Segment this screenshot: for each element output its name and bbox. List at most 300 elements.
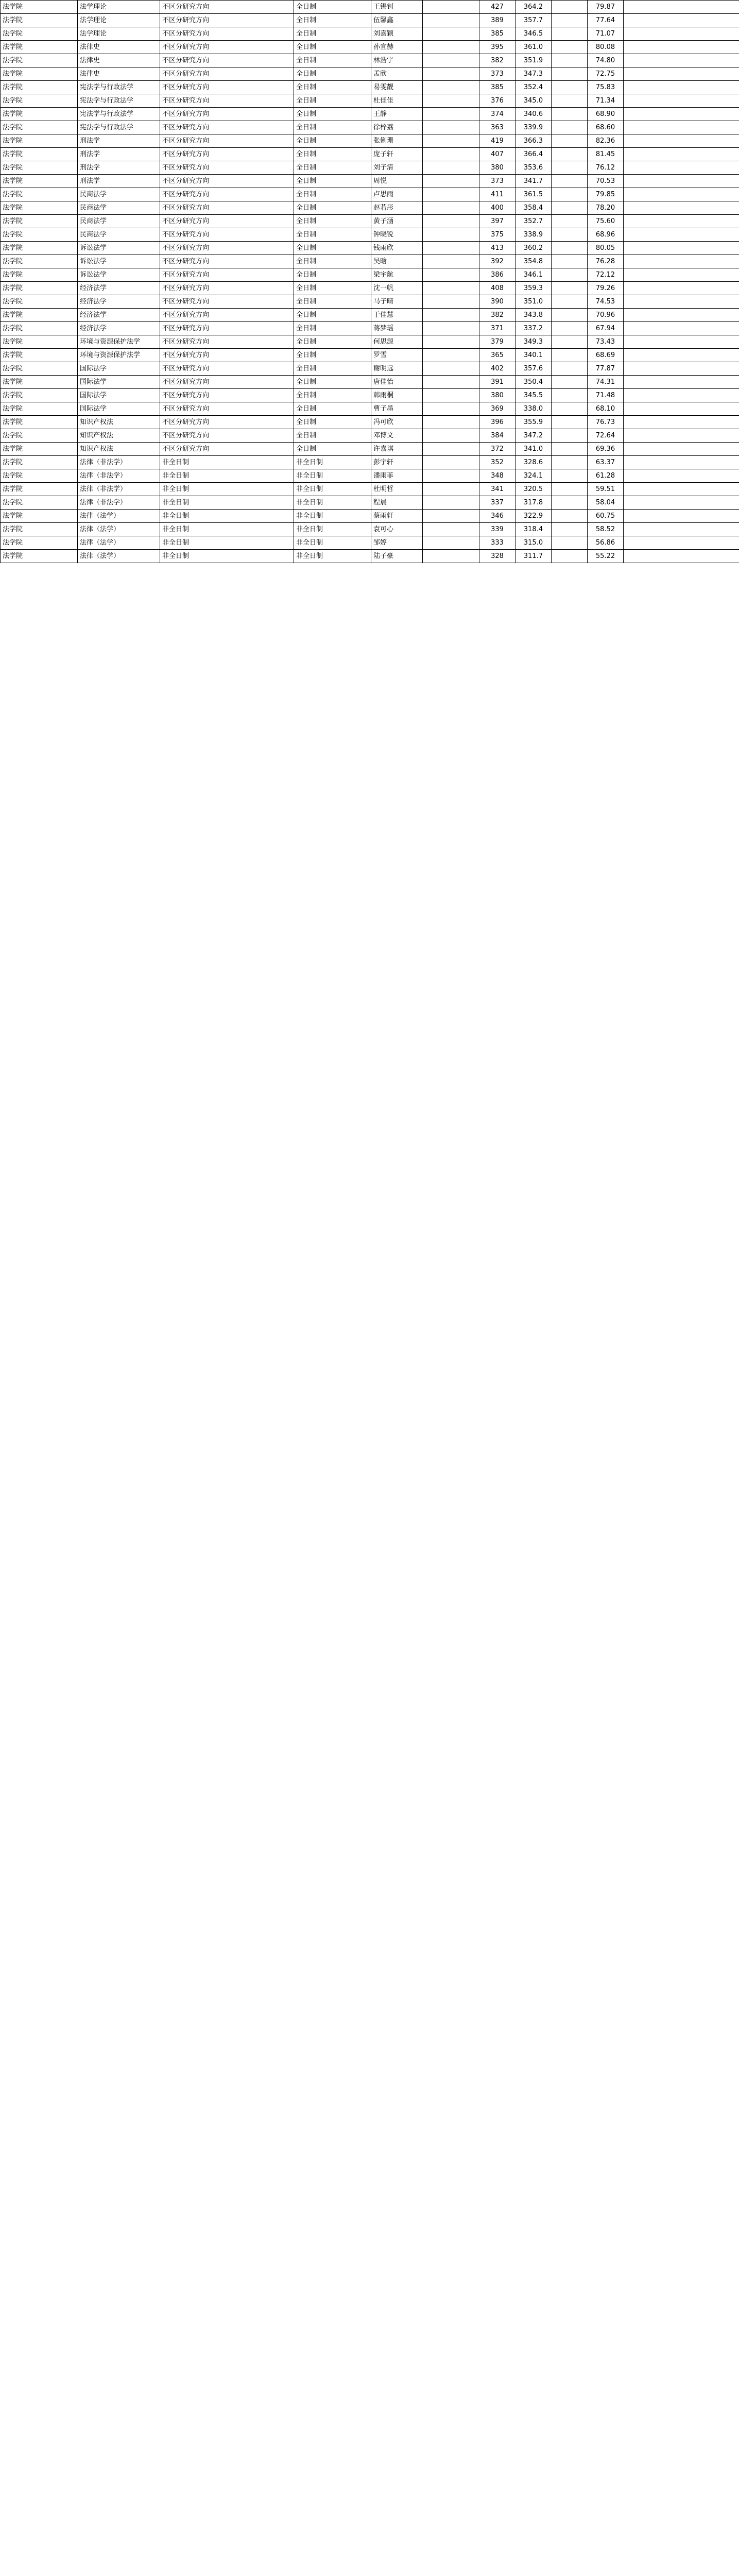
blank-cell <box>423 456 479 469</box>
direction-cell: 不区分研究方向 <box>160 268 294 282</box>
direction-cell: 不区分研究方向 <box>160 255 294 268</box>
initial-score-cell: 337 <box>479 496 515 510</box>
initial-score-cell: 374 <box>479 108 515 121</box>
blank-cell <box>423 14 479 27</box>
major-cell: 民商法学 <box>78 215 160 228</box>
total-score-cell: 68.10 <box>588 402 624 416</box>
remark-cell <box>624 268 739 282</box>
total-score-cell: 75.83 <box>588 81 624 94</box>
total-score-cell: 76.28 <box>588 255 624 268</box>
total-score-cell: 80.05 <box>588 242 624 255</box>
total-score-cell: 72.12 <box>588 268 624 282</box>
major-cell: 经济法学 <box>78 309 160 322</box>
study-mode-cell: 全日制 <box>294 389 371 402</box>
blank-cell <box>423 295 479 309</box>
total-score-cell: 58.52 <box>588 523 624 536</box>
table-row <box>1 322 739 335</box>
direction-cell: 非全日制 <box>160 523 294 536</box>
name-cell: 袁可心 <box>371 523 423 536</box>
study-mode-cell: 全日制 <box>294 175 371 188</box>
remark-cell <box>624 443 739 456</box>
total-score-cell: 77.64 <box>588 14 624 27</box>
initial-score-cell: 348 <box>479 469 515 483</box>
blank-cell <box>423 429 479 443</box>
major-cell: 诉讼法学 <box>78 255 160 268</box>
retest-score-cell: 358.4 <box>515 201 552 215</box>
direction-cell: 不区分研究方向 <box>160 349 294 362</box>
direction-cell: 非全日制 <box>160 496 294 510</box>
college-cell: 法学院 <box>1 41 78 54</box>
name-cell: 于佳慧 <box>371 309 423 322</box>
direction-cell: 不区分研究方向 <box>160 443 294 456</box>
college-cell: 法学院 <box>1 416 78 429</box>
name-cell: 冯可欣 <box>371 416 423 429</box>
name-cell: 庞子轩 <box>371 148 423 161</box>
retest-score-cell: 328.6 <box>515 456 552 469</box>
blank-cell <box>423 54 479 67</box>
total-score-cell: 76.73 <box>588 416 624 429</box>
table-row <box>1 94 739 108</box>
table-row <box>1 242 739 255</box>
name-cell: 赵若彤 <box>371 201 423 215</box>
name-cell: 马子晴 <box>371 295 423 309</box>
study-mode-cell: 全日制 <box>294 14 371 27</box>
extra-cell <box>552 469 588 483</box>
total-score-cell: 76.12 <box>588 161 624 175</box>
major-cell: 环境与资源保护法学 <box>78 349 160 362</box>
name-cell: 邓博文 <box>371 429 423 443</box>
blank-cell <box>423 94 479 108</box>
table-row <box>1 54 739 67</box>
blank-cell <box>423 376 479 389</box>
extra-cell <box>552 121 588 134</box>
table-row <box>1 376 739 389</box>
remark-cell <box>624 295 739 309</box>
direction-cell: 不区分研究方向 <box>160 108 294 121</box>
blank-cell <box>423 161 479 175</box>
direction-cell: 不区分研究方向 <box>160 188 294 201</box>
initial-score-cell: 339 <box>479 523 515 536</box>
college-cell: 法学院 <box>1 429 78 443</box>
total-score-cell: 78.20 <box>588 201 624 215</box>
retest-score-cell: 353.6 <box>515 161 552 175</box>
major-cell: 国际法学 <box>78 389 160 402</box>
total-score-cell: 74.80 <box>588 54 624 67</box>
study-mode-cell: 全日制 <box>294 322 371 335</box>
remark-cell <box>624 161 739 175</box>
remark-cell <box>624 429 739 443</box>
table-row <box>1 175 739 188</box>
initial-score-cell: 333 <box>479 536 515 550</box>
extra-cell <box>552 429 588 443</box>
remark-cell <box>624 201 739 215</box>
extra-cell <box>552 134 588 148</box>
blank-cell <box>423 349 479 362</box>
major-cell: 刑法学 <box>78 161 160 175</box>
blank-cell <box>423 335 479 349</box>
major-cell: 法律史 <box>78 67 160 81</box>
initial-score-cell: 373 <box>479 67 515 81</box>
extra-cell <box>552 27 588 41</box>
retest-score-cell: 346.1 <box>515 268 552 282</box>
initial-score-cell: 380 <box>479 389 515 402</box>
retest-score-cell: 357.6 <box>515 362 552 376</box>
remark-cell <box>624 282 739 295</box>
study-mode-cell: 非全日制 <box>294 496 371 510</box>
extra-cell <box>552 416 588 429</box>
remark-cell <box>624 523 739 536</box>
direction-cell: 不区分研究方向 <box>160 309 294 322</box>
initial-score-cell: 391 <box>479 376 515 389</box>
initial-score-cell: 371 <box>479 322 515 335</box>
study-mode-cell: 全日制 <box>294 376 371 389</box>
extra-cell <box>552 335 588 349</box>
remark-cell <box>624 67 739 81</box>
retest-score-cell: 343.8 <box>515 309 552 322</box>
major-cell: 环境与资源保护法学 <box>78 335 160 349</box>
remark-cell <box>624 469 739 483</box>
extra-cell <box>552 349 588 362</box>
extra-cell <box>552 376 588 389</box>
major-cell: 法律（法学） <box>78 523 160 536</box>
retest-score-cell: 347.3 <box>515 67 552 81</box>
table-row <box>1 188 739 201</box>
initial-score-cell: 411 <box>479 188 515 201</box>
admission-score-table <box>0 0 739 563</box>
direction-cell: 不区分研究方向 <box>160 27 294 41</box>
college-cell: 法学院 <box>1 242 78 255</box>
college-cell: 法学院 <box>1 536 78 550</box>
total-score-cell: 60.75 <box>588 510 624 523</box>
study-mode-cell: 全日制 <box>294 27 371 41</box>
study-mode-cell: 全日制 <box>294 335 371 349</box>
total-score-cell: 68.96 <box>588 228 624 242</box>
major-cell: 法律（法学） <box>78 510 160 523</box>
remark-cell <box>624 134 739 148</box>
direction-cell: 不区分研究方向 <box>160 402 294 416</box>
score-table-sheet <box>0 0 739 563</box>
name-cell: 谢明远 <box>371 362 423 376</box>
table-row <box>1 255 739 268</box>
name-cell: 钱雨欣 <box>371 242 423 255</box>
table-row <box>1 215 739 228</box>
retest-score-cell: 349.3 <box>515 335 552 349</box>
table-row <box>1 228 739 242</box>
blank-cell <box>423 322 479 335</box>
major-cell: 民商法学 <box>78 228 160 242</box>
table-row <box>1 550 739 563</box>
retest-score-cell: 320.5 <box>515 483 552 496</box>
extra-cell <box>552 41 588 54</box>
name-cell: 邹婷 <box>371 536 423 550</box>
table-row <box>1 1 739 14</box>
extra-cell <box>552 215 588 228</box>
total-score-cell: 63.37 <box>588 456 624 469</box>
total-score-cell: 72.75 <box>588 67 624 81</box>
major-cell: 知识产权法 <box>78 416 160 429</box>
extra-cell <box>552 402 588 416</box>
study-mode-cell: 全日制 <box>294 67 371 81</box>
name-cell: 韩雨桐 <box>371 389 423 402</box>
table-row <box>1 469 739 483</box>
remark-cell <box>624 14 739 27</box>
direction-cell: 不区分研究方向 <box>160 134 294 148</box>
study-mode-cell: 全日制 <box>294 81 371 94</box>
table-body <box>1 1 739 563</box>
initial-score-cell: 395 <box>479 41 515 54</box>
college-cell: 法学院 <box>1 27 78 41</box>
college-cell: 法学院 <box>1 188 78 201</box>
major-cell: 诉讼法学 <box>78 242 160 255</box>
major-cell: 法律（非法学） <box>78 483 160 496</box>
remark-cell <box>624 483 739 496</box>
retest-score-cell: 340.6 <box>515 108 552 121</box>
blank-cell <box>423 550 479 563</box>
total-score-cell: 77.87 <box>588 362 624 376</box>
blank-cell <box>423 27 479 41</box>
study-mode-cell: 全日制 <box>294 402 371 416</box>
name-cell: 刘子清 <box>371 161 423 175</box>
extra-cell <box>552 550 588 563</box>
major-cell: 知识产权法 <box>78 429 160 443</box>
major-cell: 法律（法学） <box>78 550 160 563</box>
blank-cell <box>423 483 479 496</box>
extra-cell <box>552 268 588 282</box>
name-cell: 许嘉琪 <box>371 443 423 456</box>
remark-cell <box>624 27 739 41</box>
study-mode-cell: 非全日制 <box>294 456 371 469</box>
extra-cell <box>552 54 588 67</box>
extra-cell <box>552 161 588 175</box>
remark-cell <box>624 416 739 429</box>
retest-score-cell: 324.1 <box>515 469 552 483</box>
table-row <box>1 536 739 550</box>
initial-score-cell: 369 <box>479 402 515 416</box>
name-cell: 孙宜赫 <box>371 41 423 54</box>
college-cell: 法学院 <box>1 456 78 469</box>
direction-cell: 不区分研究方向 <box>160 376 294 389</box>
name-cell: 易雯靓 <box>371 81 423 94</box>
total-score-cell: 68.90 <box>588 108 624 121</box>
study-mode-cell: 全日制 <box>294 429 371 443</box>
total-score-cell: 61.28 <box>588 469 624 483</box>
blank-cell <box>423 121 479 134</box>
direction-cell: 不区分研究方向 <box>160 362 294 376</box>
college-cell: 法学院 <box>1 108 78 121</box>
college-cell: 法学院 <box>1 523 78 536</box>
remark-cell <box>624 335 739 349</box>
retest-score-cell: 345.5 <box>515 389 552 402</box>
table-row <box>1 134 739 148</box>
major-cell: 宪法学与行政法学 <box>78 81 160 94</box>
blank-cell <box>423 255 479 268</box>
blank-cell <box>423 362 479 376</box>
major-cell: 国际法学 <box>78 402 160 416</box>
blank-cell <box>423 309 479 322</box>
study-mode-cell: 全日制 <box>294 188 371 201</box>
total-score-cell: 70.53 <box>588 175 624 188</box>
retest-score-cell: 360.2 <box>515 242 552 255</box>
major-cell: 知识产权法 <box>78 443 160 456</box>
direction-cell: 非全日制 <box>160 510 294 523</box>
retest-score-cell: 352.7 <box>515 215 552 228</box>
retest-score-cell: 341.7 <box>515 175 552 188</box>
extra-cell <box>552 282 588 295</box>
college-cell: 法学院 <box>1 54 78 67</box>
study-mode-cell: 非全日制 <box>294 523 371 536</box>
remark-cell <box>624 81 739 94</box>
total-score-cell: 55.22 <box>588 550 624 563</box>
college-cell: 法学院 <box>1 402 78 416</box>
remark-cell <box>624 376 739 389</box>
major-cell: 经济法学 <box>78 295 160 309</box>
table-row <box>1 67 739 81</box>
blank-cell <box>423 1 479 14</box>
initial-score-cell: 386 <box>479 268 515 282</box>
extra-cell <box>552 67 588 81</box>
college-cell: 法学院 <box>1 389 78 402</box>
remark-cell <box>624 536 739 550</box>
total-score-cell: 82.36 <box>588 134 624 148</box>
name-cell: 杜佳佳 <box>371 94 423 108</box>
extra-cell <box>552 255 588 268</box>
college-cell: 法学院 <box>1 510 78 523</box>
major-cell: 法学理论 <box>78 27 160 41</box>
total-score-cell: 79.85 <box>588 188 624 201</box>
initial-score-cell: 400 <box>479 201 515 215</box>
study-mode-cell: 全日制 <box>294 134 371 148</box>
name-cell: 周悦 <box>371 175 423 188</box>
study-mode-cell: 全日制 <box>294 309 371 322</box>
retest-score-cell: 346.5 <box>515 27 552 41</box>
study-mode-cell: 非全日制 <box>294 483 371 496</box>
retest-score-cell: 359.3 <box>515 282 552 295</box>
table-row <box>1 148 739 161</box>
blank-cell <box>423 282 479 295</box>
college-cell: 法学院 <box>1 282 78 295</box>
college-cell: 法学院 <box>1 469 78 483</box>
retest-score-cell: 347.2 <box>515 429 552 443</box>
direction-cell: 不区分研究方向 <box>160 94 294 108</box>
retest-score-cell: 315.0 <box>515 536 552 550</box>
total-score-cell: 56.86 <box>588 536 624 550</box>
study-mode-cell: 全日制 <box>294 121 371 134</box>
direction-cell: 不区分研究方向 <box>160 335 294 349</box>
study-mode-cell: 全日制 <box>294 1 371 14</box>
name-cell: 钟晓锐 <box>371 228 423 242</box>
extra-cell <box>552 309 588 322</box>
major-cell: 民商法学 <box>78 188 160 201</box>
direction-cell: 不区分研究方向 <box>160 81 294 94</box>
study-mode-cell: 全日制 <box>294 148 371 161</box>
college-cell: 法学院 <box>1 483 78 496</box>
remark-cell <box>624 402 739 416</box>
extra-cell <box>552 242 588 255</box>
table-row <box>1 268 739 282</box>
table-row <box>1 389 739 402</box>
extra-cell <box>552 228 588 242</box>
initial-score-cell: 363 <box>479 121 515 134</box>
major-cell: 刑法学 <box>78 148 160 161</box>
name-cell: 黄子涵 <box>371 215 423 228</box>
direction-cell: 非全日制 <box>160 456 294 469</box>
initial-score-cell: 341 <box>479 483 515 496</box>
retest-score-cell: 351.0 <box>515 295 552 309</box>
remark-cell <box>624 309 739 322</box>
study-mode-cell: 全日制 <box>294 108 371 121</box>
direction-cell: 不区分研究方向 <box>160 282 294 295</box>
total-score-cell: 68.60 <box>588 121 624 134</box>
major-cell: 宪法学与行政法学 <box>78 94 160 108</box>
initial-score-cell: 407 <box>479 148 515 161</box>
total-score-cell: 69.36 <box>588 443 624 456</box>
retest-score-cell: 351.9 <box>515 54 552 67</box>
table-row <box>1 309 739 322</box>
study-mode-cell: 非全日制 <box>294 536 371 550</box>
college-cell: 法学院 <box>1 175 78 188</box>
college-cell: 法学院 <box>1 255 78 268</box>
table-row <box>1 402 739 416</box>
name-cell: 沈一帆 <box>371 282 423 295</box>
initial-score-cell: 385 <box>479 81 515 94</box>
direction-cell: 不区分研究方向 <box>160 215 294 228</box>
extra-cell <box>552 483 588 496</box>
direction-cell: 非全日制 <box>160 469 294 483</box>
direction-cell: 非全日制 <box>160 483 294 496</box>
study-mode-cell: 全日制 <box>294 228 371 242</box>
direction-cell: 不区分研究方向 <box>160 14 294 27</box>
name-cell: 吴晗 <box>371 255 423 268</box>
name-cell: 梁宇航 <box>371 268 423 282</box>
blank-cell <box>423 81 479 94</box>
remark-cell <box>624 188 739 201</box>
initial-score-cell: 382 <box>479 309 515 322</box>
extra-cell <box>552 456 588 469</box>
total-score-cell: 75.60 <box>588 215 624 228</box>
extra-cell <box>552 188 588 201</box>
remark-cell <box>624 255 739 268</box>
retest-score-cell: 366.4 <box>515 148 552 161</box>
table-row <box>1 108 739 121</box>
direction-cell: 不区分研究方向 <box>160 322 294 335</box>
extra-cell <box>552 322 588 335</box>
direction-cell: 不区分研究方向 <box>160 429 294 443</box>
extra-cell <box>552 175 588 188</box>
extra-cell <box>552 14 588 27</box>
major-cell: 法律（非法学） <box>78 496 160 510</box>
remark-cell <box>624 148 739 161</box>
major-cell: 法律史 <box>78 54 160 67</box>
name-cell: 张俐珊 <box>371 134 423 148</box>
blank-cell <box>423 402 479 416</box>
blank-cell <box>423 496 479 510</box>
major-cell: 民商法学 <box>78 201 160 215</box>
total-score-cell: 58.04 <box>588 496 624 510</box>
college-cell: 法学院 <box>1 148 78 161</box>
total-score-cell: 67.94 <box>588 322 624 335</box>
direction-cell: 非全日制 <box>160 536 294 550</box>
extra-cell <box>552 510 588 523</box>
study-mode-cell: 全日制 <box>294 416 371 429</box>
study-mode-cell: 全日制 <box>294 362 371 376</box>
extra-cell <box>552 443 588 456</box>
retest-score-cell: 317.8 <box>515 496 552 510</box>
name-cell: 王锡钊 <box>371 1 423 14</box>
name-cell: 蒋梦瑶 <box>371 322 423 335</box>
table-row <box>1 14 739 27</box>
college-cell: 法学院 <box>1 349 78 362</box>
direction-cell: 不区分研究方向 <box>160 175 294 188</box>
